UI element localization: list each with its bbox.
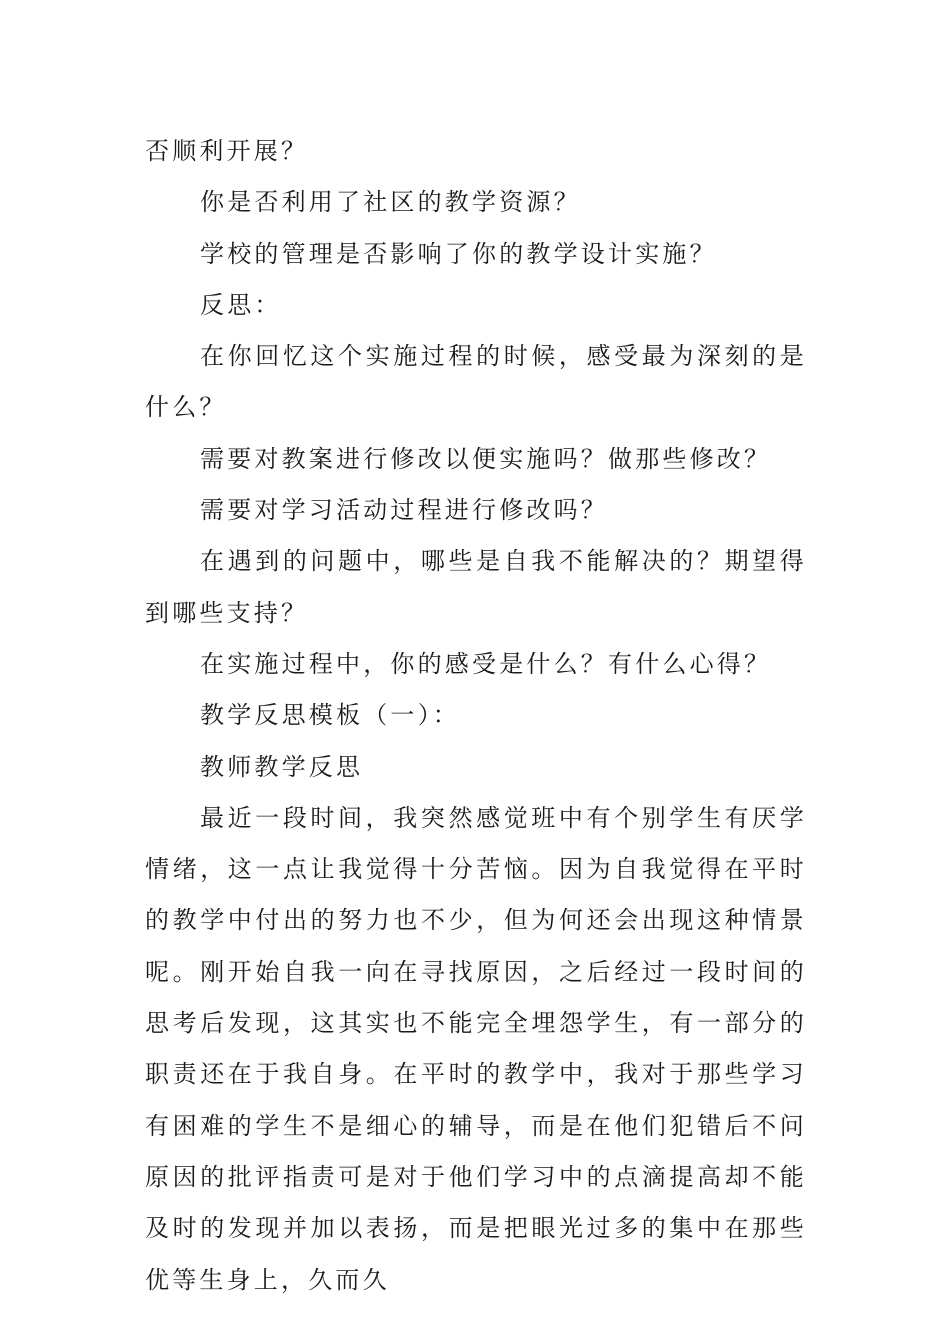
paragraph: 反思：	[200, 290, 282, 319]
paragraph: 在你回忆这个实施过程的时候，感受最为深刻的是什么？	[145, 342, 807, 422]
paragraph: 学校的管理是否影响了你的教学设计实施？	[200, 239, 717, 268]
paragraph: 需要对学习活动过程进行修改吗？	[200, 496, 608, 525]
article-title: 教师教学反思	[200, 752, 364, 781]
paragraph: 在实施过程中，你的感受是什么？有什么心得？	[200, 649, 772, 678]
document-body	[145, 126, 807, 1306]
paragraph: 否顺利开展？	[145, 137, 309, 165]
paragraph: 需要对教案进行修改以便实施吗？做那些修改？	[200, 444, 772, 473]
paragraph: 你是否利用了社区的教学资源？	[200, 188, 581, 217]
section-heading: 教学反思模板（一）：	[200, 701, 460, 730]
paragraph: 最近一段时间，我突然感觉班中有个别学生有厌学情绪，这一点让我觉得十分苦恼。因为自我觉得在平时的教学中付出的努力也不少，但为何还会出现这种情景呢。刚开始自我一向在寻找原因，之后经过一段时间的思考后发现，这其实也不能完全埋怨学生，有一部分的职责还在于我自身。在平时的教学中，我对于那些学习有困难的学生不是细心的辅导，而是在他们犯错后不问原因的批评指责可是对于他们学习中的点滴提高却不能及时的发现并加以表扬，而是把眼光过多的集中在那些优等生身上，久而久	[145, 803, 807, 1294]
paragraph: 在遇到的问题中，哪些是自我不能解决的？期望得到哪些支持？	[145, 547, 807, 627]
